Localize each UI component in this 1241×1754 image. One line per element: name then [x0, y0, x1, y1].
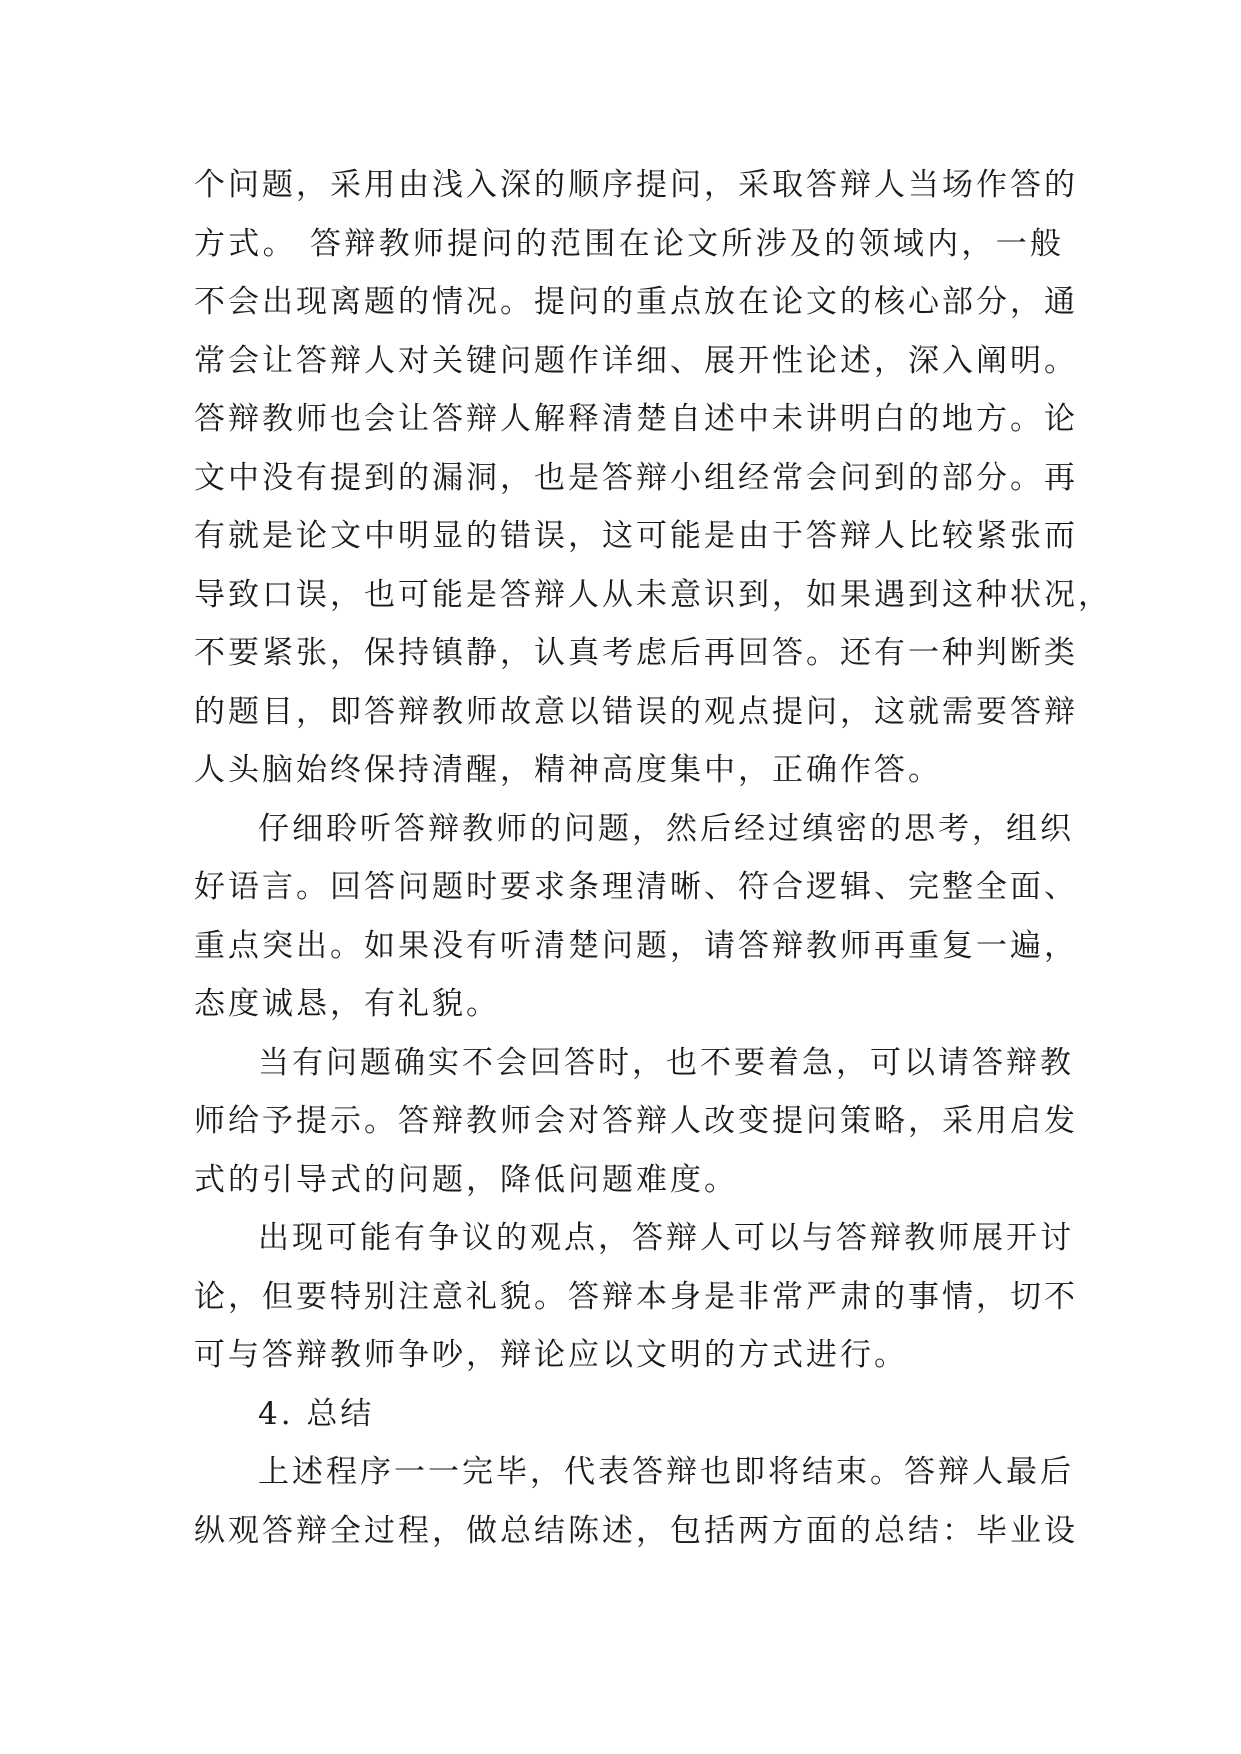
text-line: 方式。 答辩教师提问的范围在论文所涉及的领域内，一般: [194, 225, 1064, 262]
text-line: 论，但要特别注意礼貌。答辩本身是非常严肃的事情，切不: [194, 1278, 1078, 1315]
text-line: 不要紧张，保持镇静，认真考虑后再回答。还有一种判断类: [194, 635, 1078, 671]
paragraph-first-line: 上述程序一一完毕，代表答辩也即将结束。答辩人最后: [258, 1454, 1074, 1490]
text-line: 态度诚恳，有礼貌。: [194, 986, 500, 1022]
text-line: 常会让答辩人对关键问题作详细、展开性论述，深入阐明。: [194, 342, 1078, 379]
paragraph-first-line: 出现可能有争议的观点，答辩人可以与答辩教师展开讨: [258, 1220, 1074, 1256]
text-line: 好语言。回答问题时要求条理清晰、符合逻辑、完整全面、: [194, 869, 1078, 905]
text-line: 不会出现离题的情况。提问的重点放在论文的核心部分，通: [194, 284, 1078, 320]
text-line: 师给予提示。答辩教师会对答辩人改变提问策略，采用启发: [194, 1103, 1078, 1139]
text-line: 人头脑始终保持清醒，精神高度集中，正确作答。: [194, 752, 942, 788]
paragraph-first-line: 当有问题确实不会回答时，也不要着急，可以请答辩教: [258, 1044, 1074, 1081]
text-line: 式的引导式的问题，降低问题难度。: [194, 1161, 738, 1198]
text-line: 可与答辩教师争吵，辩论应以文明的方式进行。: [194, 1337, 908, 1373]
text-line: 导致口误，也可能是答辩人从未意识到，如果遇到这种状况，: [194, 576, 1112, 613]
text-line: 文中没有提到的漏洞，也是答辩小组经常会问到的部分。再: [194, 459, 1078, 496]
text-line: 个问题，采用由浅入深的顺序提问，采取答辩人当场作答的: [194, 167, 1078, 203]
text-line: 的题目，即答辩教师故意以错误的观点提问，这就需要答辩: [194, 693, 1078, 730]
body-text: [194, 156, 1112, 1560]
text-line: 重点突出。如果没有听清楚问题，请答辩教师再重复一遍，: [194, 927, 1078, 964]
text-line: 答辩教师也会让答辩人解释清楚自述中未讲明白的地方。论: [194, 401, 1078, 437]
section-heading: 4. 总结: [258, 1395, 375, 1432]
paragraph-first-line: 仔细聆听答辩教师的问题，然后经过缜密的思考，组织: [258, 810, 1074, 847]
text-line: 有就是论文中明显的错误，这可能是由于答辩人比较紧张而: [194, 518, 1078, 554]
text-line: 纵观答辩全过程，做总结陈述，包括两方面的总结：毕业设: [194, 1512, 1078, 1549]
